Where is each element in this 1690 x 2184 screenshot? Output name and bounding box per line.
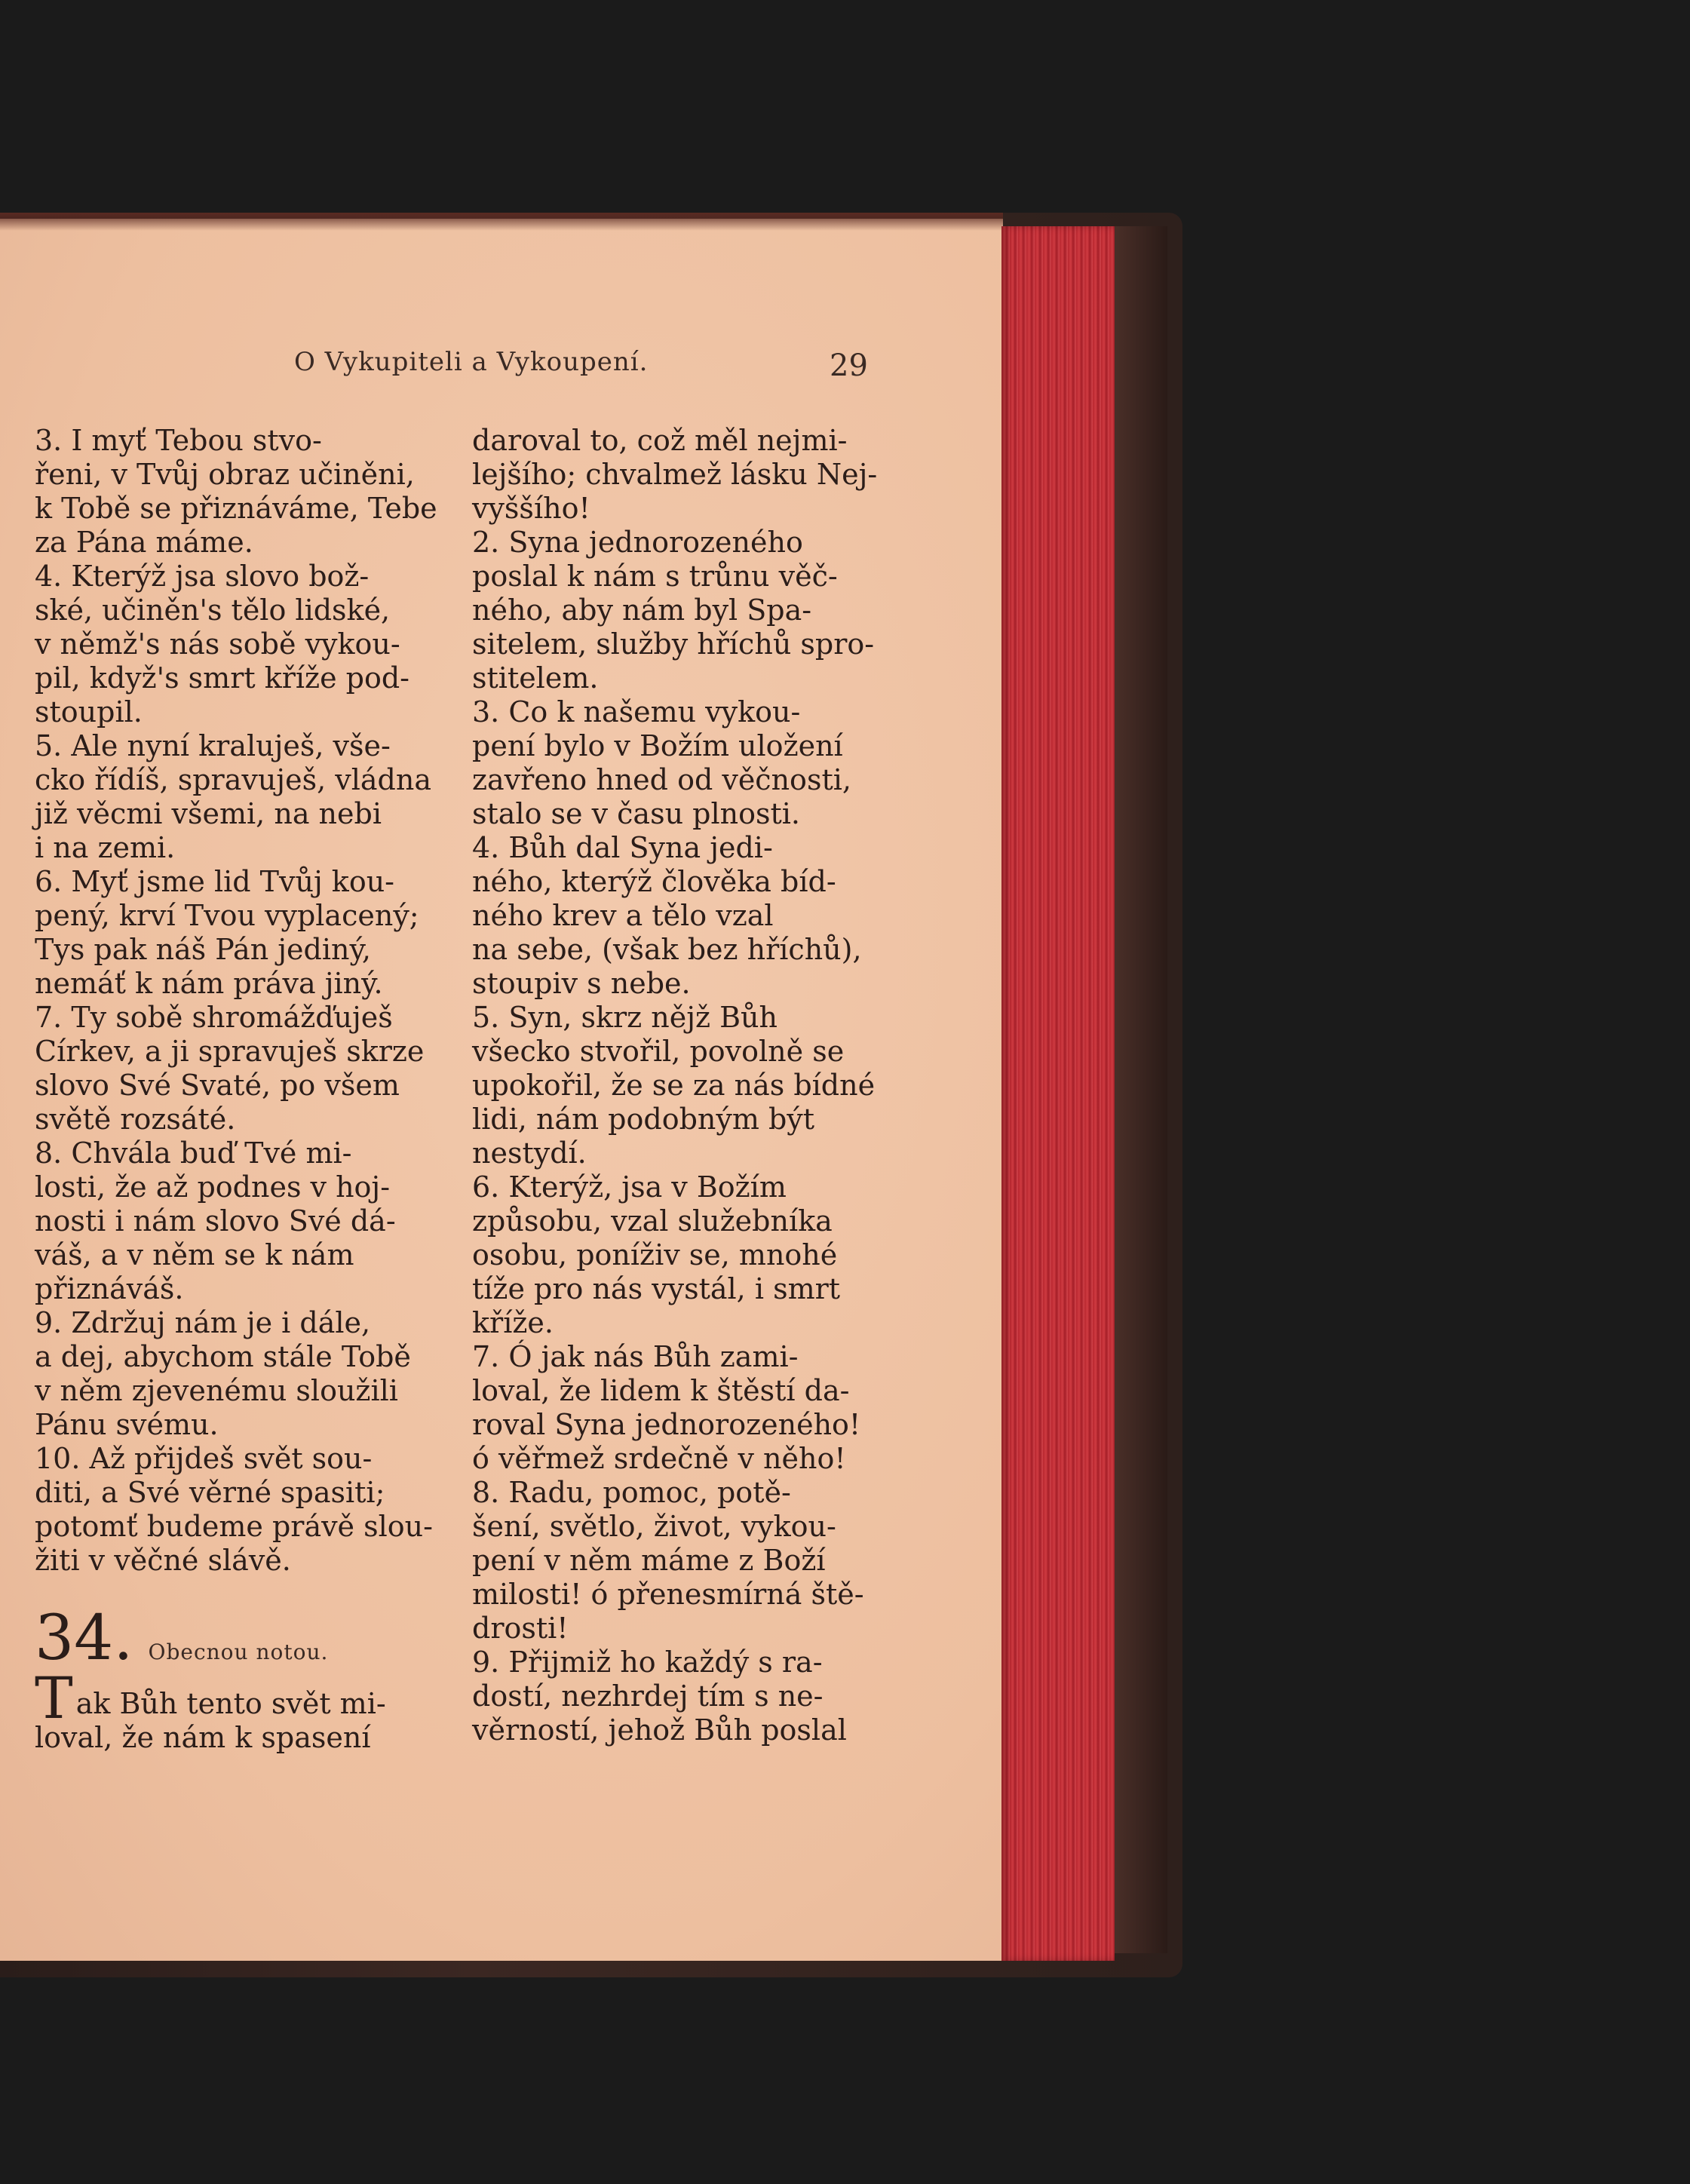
text-line: sitelem, služby hříchů spro- [472, 627, 875, 661]
text-line: v něm zjevenému sloužili [35, 1374, 398, 1407]
text-line: ó věřmež srdečně v něho! [472, 1442, 846, 1475]
text-line: stitelem. [472, 661, 599, 695]
text-line: a dej, abychom stále Tobě [35, 1340, 411, 1373]
page-edges-red [1001, 226, 1115, 1961]
text-line: k Tobě se přiznáváme, Tebe [35, 492, 437, 525]
text-line: lejšího; chvalmež lásku Nej- [472, 458, 878, 491]
text-line: na sebe, (však bez hříchů), [472, 933, 862, 966]
text-line: v němž's nás sobě vykou- [35, 627, 400, 661]
text-line: 10. Až přijdeš svět sou- [35, 1442, 373, 1475]
text-line: 7. Ty sobě shromážďuješ [35, 1001, 393, 1034]
text-line: 4. Bůh dal Syna jedi- [472, 831, 773, 864]
text-line: 4. Kterýž jsa slovo bož- [35, 560, 370, 593]
text-line: pení bylo v Božím uložení [472, 729, 843, 762]
text-line: nemáť k nám práva jiný. [35, 967, 383, 1000]
text-line: 3. I myť Tebou stvo- [35, 424, 322, 457]
text-line: roval Syna jednorozeného! [472, 1408, 861, 1441]
text-line: pený, krví Tvou vyplacený; [35, 899, 419, 932]
left-column-text [35, 424, 438, 1578]
text-line: 9. Přijmiž ho každý s ra- [472, 1646, 823, 1679]
text-line: způsobu, vzal služebníka [472, 1204, 833, 1238]
text-line: pení v něm máme z Boží [472, 1544, 826, 1577]
text-line: řeni, v Tvůj obraz učiněni, [35, 458, 415, 491]
text-line: kříže. [472, 1306, 554, 1339]
left-column [35, 424, 438, 1755]
text-line: ného, kterýž člověka bíd- [472, 865, 836, 898]
text-line: pil, když's smrt kříže pod- [35, 661, 410, 695]
text-line: 9. Zdržuj nám je i dále, [35, 1306, 371, 1339]
drop-cap: T [35, 1664, 73, 1732]
page-number: 29 [830, 348, 868, 383]
right-column-text [472, 424, 879, 1747]
text-line: 5. Ale nyní kraluješ, vše- [35, 729, 391, 762]
right-column [472, 424, 879, 1747]
text-line: světě rozsáté. [35, 1103, 236, 1136]
hymn-tune: Obecnou notou. [148, 1640, 329, 1664]
text-line: nestydí. [472, 1136, 587, 1170]
text-line: i na zemi. [35, 831, 176, 864]
text-line: vyššího! [472, 492, 590, 525]
hymn-second-line: loval, že nám k spasení [35, 1721, 371, 1754]
text-line: diti, a Své věrné spasiti; [35, 1476, 385, 1509]
text-line: stoupiv s nebe. [472, 967, 691, 1000]
text-line: upokořil, že se za nás bídné [472, 1069, 876, 1102]
text-line: stoupil. [35, 695, 143, 729]
text-line: potomť budeme právě slou- [35, 1510, 433, 1543]
text-line: 3. Co k našemu vykou- [472, 695, 801, 729]
text-line: stalo se v času plnosti. [472, 797, 800, 830]
running-header: O Vykupiteli a Vykoupení. [294, 347, 649, 377]
text-line: drosti! [472, 1612, 569, 1645]
text-line: 6. Myť jsme lid Tvůj kou- [35, 865, 395, 898]
text-line: lidi, nám podobným být [472, 1103, 815, 1136]
text-line: za Pána máme. [35, 526, 253, 559]
text-line: cko řídíš, spravuješ, vládna [35, 763, 431, 796]
text-line: daroval to, což měl nejmi- [472, 424, 848, 457]
text-line: nosti i nám slovo Své dá- [35, 1204, 396, 1238]
text-line: ného krev a tělo vzal [472, 899, 774, 932]
text-line: osobu, poníživ se, mnohé [472, 1238, 838, 1271]
text-line: všecko stvořil, povolně se [472, 1035, 845, 1068]
text-line: ného, aby nám byl Spa- [472, 594, 812, 627]
text-line: přiznáváš. [35, 1272, 184, 1305]
hymn-heading [35, 1603, 438, 1676]
text-line: zavřeno hned od věčnosti, [472, 763, 851, 796]
text-line: šení, světlo, život, vykou- [472, 1510, 836, 1543]
text-line: milosti! ó přenesmírná ště- [472, 1578, 864, 1611]
hymn-first-line [35, 1664, 438, 1732]
text-line: dostí, nezhrdej tím s ne- [472, 1679, 824, 1713]
text-line: 8. Radu, pomoc, potě- [472, 1476, 791, 1509]
text-line: 8. Chvála buď Tvé mi- [35, 1136, 352, 1170]
hymn-number: 34. [35, 1603, 133, 1674]
text-line: slovo Své Svaté, po všem [35, 1069, 400, 1102]
text-line: 2. Syna jednorozeného [472, 526, 803, 559]
text-line: loval, že lidem k štěstí da- [472, 1374, 850, 1407]
text-line: 5. Syn, skrz nějž Bůh [472, 1001, 778, 1034]
text-line: ské, učiněn's tělo lidské, [35, 594, 391, 627]
text-line: 6. Kterýž, jsa v Božím [472, 1170, 787, 1204]
text-line: 7. Ó jak nás Bůh zami- [472, 1340, 799, 1373]
text-line: Pánu svému. [35, 1408, 219, 1441]
page-top-shadow [0, 213, 1003, 231]
text-line: Církev, a ji spravuješ skrze [35, 1035, 425, 1068]
text-line: žiti v věčné slávě. [35, 1544, 291, 1577]
book-spine [1115, 226, 1167, 1953]
text-line: věrností, jehož Bůh poslal [472, 1713, 847, 1747]
text-line: váš, a v něm se k nám [35, 1238, 354, 1271]
text-line: poslal k nám s trůnu věč- [472, 560, 838, 593]
text-line: tíže pro nás vystál, i smrt [472, 1272, 841, 1305]
text-line: již věcmi všemi, na nebi [35, 797, 382, 830]
text-line: Tys pak náš Pán jediný, [35, 933, 371, 966]
hymn-first-line-text: ak Bůh tento svět mi- [75, 1687, 386, 1720]
text-line: losti, že až podnes v hoj- [35, 1170, 391, 1204]
